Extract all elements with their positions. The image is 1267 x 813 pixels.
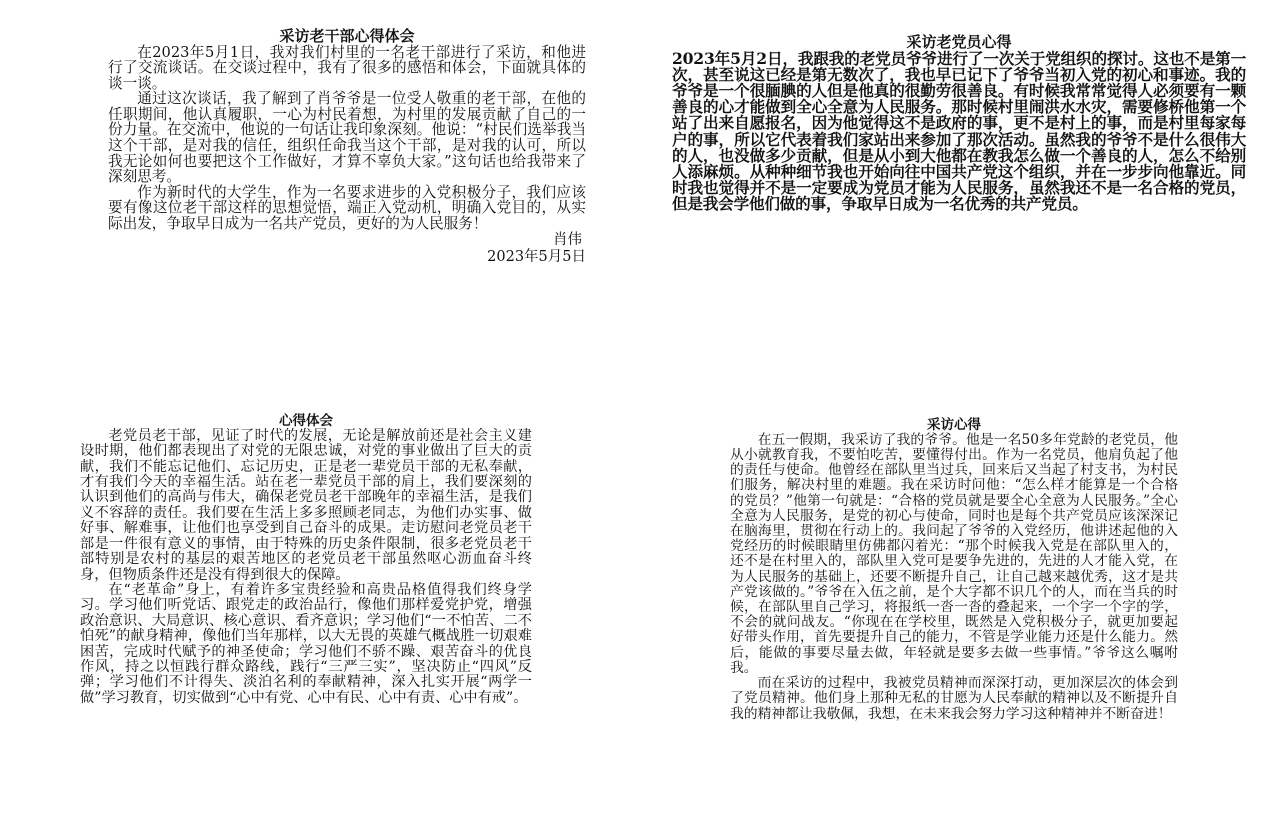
document-interview-old-party-member [672,34,1246,284]
paragraph: 通过这次谈话，我了解到了肖爷爷是一位受人敬重的老干部，在他的任职期间，他认真履职，一心为村民着想，为村里的发展贡献了自己的一份力量。在交流中，他说的一句话让我印象深刻。他说：“村民们选举我当这个干部，是对我的信任，组织任命我当这个干部，是对我的认可，所以我无论如何也要把这个工作做好，才算不辜负大家。”这句话也给我带来了深刻思考。 [108,90,586,186]
document-reflections [80,414,532,804]
paragraph: 2023年5月2日，我跟我的老党员爷爷进行了一次关于党组织的探讨。这也不是第一次，甚至说这已经是第无数次了，我也早已记下了爷爷当初入党的初心和事迹。我的爷爷是一个很腼腆的人但是他真的很勤劳很善良。有时候我常常觉得人必须要有一颗善良的心才能做到全心全意为人民服务。那时候村里闹洪水水灾，需要修桥他第一个站了出来自愿报名，因为他觉得这不是政府的事，更不是村上的事，而是村里每家每户的事，所以它代表着我们家站出来参加了那次活动。虽然我的爷爷不是什么很伟大的人，也没做多少贡献，但是从小到大他都在教我怎么做一个善良的人，怎么不给别人添麻烦。从种种细节我也开始向往中国共产党这个组织，并在一步步向他靠近。同时我也觉得并不是一定要成为党员才能为人民服务，虽然我还不是一名合格的党员，但是我会学他们做的事，争取早日成为一名优秀的共产党员。 [672,48,1246,214]
paragraph: 在2023年5月1日，我对我们村里的一名老干部进行了采访，和他进行了交流谈话。在交谈过程中，我有了很多的感悟和体会，下面就具体的谈一谈。 [108,43,586,92]
document-interview-reflections [730,418,1178,798]
signature-name: 肖伟 [553,231,582,248]
document-interview-old-cadre [108,28,586,320]
paragraph: 老党员老干部，见证了时代的发展，无论是解放前还是社会主义建设时期，他们都表现出了对党的无限忠诚，对党的事业做出了巨大的贡献，我们不能忘记他们、忘记历史，正是老一辈党员干部的无私奉献，才有我们今天的幸福生活。站在老一辈党员干部的肩上，我们要深刻的认识到他们的高尚与伟大，确保老党员老干部晚年的幸福生活，是我们义不容辞的责任。我们要在生活上多多照顾老同志，为他们办实事、做好事、解难事，让他们也享受到自己奋斗的成果。走访慰问老党员老干部是一件很有意义的事情，由于特殊的历史条件限制，很多老党员老干部特别是农村的基层的艰苦地区的老党员老干部虽然呕心沥血奋斗终身，但物质条件还是没有得到很大的保障。 [80,427,532,583]
document-title: 采访老干部心得体会 [279,27,415,45]
document-title: 采访心得 [927,417,981,433]
paragraph: 而在采访的过程中，我被党员精神而深深打动，更加深层次的体会到了党员精神。他们身上那种无私的甘愿为人民奉献的精神以及不断提升自我的精神都让我敬佩，我想，在未来我会努力学习这种精神并不断奋进！ [730,675,1178,722]
document-title: 采访老党员心得 [906,33,1012,51]
document-title: 心得体会 [279,413,333,429]
paragraph: 在五一假期，我采访了我的爷爷。他是一名50多年党龄的老党员，他从小就教育我，不要怕吃苦，要懂得付出。作为一名党员，他肩负起了他的责任与使命。他曾经在部队里当过兵，回来后又当起了村支书，为村民们服务，解决村里的难题。我在采访时问他：“怎么样才能算是一个合格的党员？”他第一句就是：“合格的党员就是要全心全意为人民服务。”全心全意为人民服务，是党的初心与使命，同时也是每个共产党员应该深深记在脑海里，贯彻在行动上的。我问起了爷爷的入党经历，他讲述起他的入党经历的时候眼睛里仿佛都闪着光：“那个时候我入党是在部队里入的，还不是在村里入的，部队里入党可是要争先进的，先进的人才能入党，在为人民服务的基础上，还要不断提升自己，让自己越来越优秀，这才是共产党该做的。”爷爷在入伍之前，是个大字都不识几个的人，而在当兵的时候，在部队里自己学习，将报纸一沓一沓的叠起来，一个字一个字的学，不会的就问战友。“你现在在学校里，既然是入党积极分子，就更加要起好带头作用，首先要提升自己的能力，不管是学业能力还是什么能力。然后，能做的事要尽量去做，年轻就是要多去做一些事情。”爷爷这么嘱咐我。 [730,431,1178,676]
paragraph: 在“老革命”身上，有着许多宝贵经验和高贵品格值得我们终身学习。学习他们听党话、跟党走的政治品行，像他们那样爱党护党，增强政治意识、大局意识、核心意识、看齐意识；学习他们“一不怕苦、二不怕死”的献身精神，像他们当年那样，以大无畏的英雄气概战胜一切艰难困苦，完成时代赋予的神圣使命；学习他们不骄不躁、艰苦奋斗的优良作风，持之以恒践行群众路线，践行“三严三实”，坚决防止“四风”反弹；学习他们不计得失、淡泊名利的奉献精神，深入扎实开展“两学一做”学习教育，切实做到“心中有党、心中有民、心中有责、心中有戒”。 [80,581,532,706]
signature-date: 2023年5月5日 [487,248,586,265]
paragraph: 作为新时代的大学生，作为一名要求进步的入党积极分子，我们应该要有像这位老干部这样的思想觉悟，端正入党动机，明确入党目的，从实际出发，争取早日成为一名共产党员，更好的为人民服务！ [108,183,586,233]
